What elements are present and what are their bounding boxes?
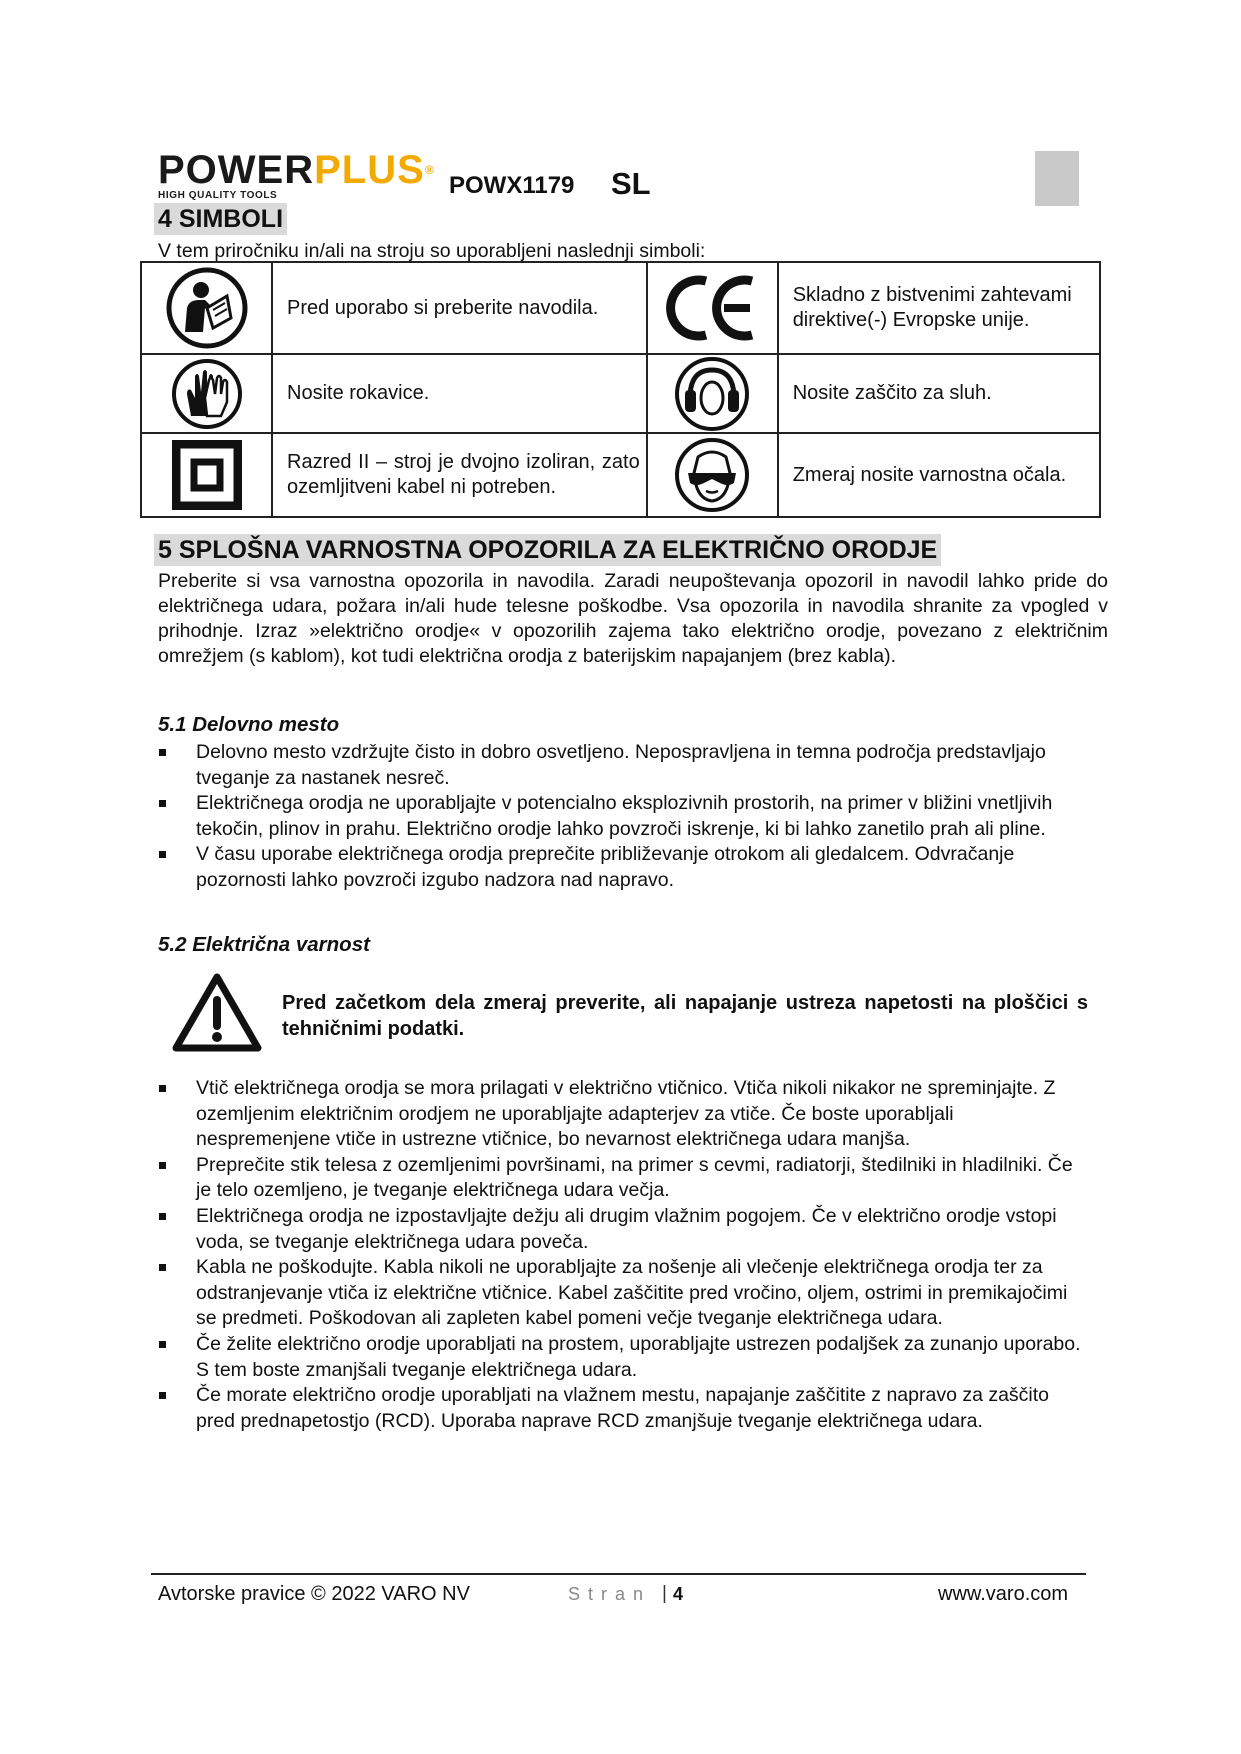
section-4-heading: 4 SIMBOLI (154, 203, 287, 235)
list-item: Vtič električnega orodja se mora prilagati v električno vtičnico. Vtiča nikoli nikakor ne spreminjajte. Z ozemljenim električnim orodjem ne uporabljajte adapterjev za vtiče. Če boste uporabljali nespremenjene vtiče in ustrezne vtičnice, bo nevarnost električnega udara manjša. (158, 1076, 1088, 1153)
subsection-5-2-heading: 5.2 Električna varnost (158, 933, 370, 956)
symbol-cell (141, 354, 272, 433)
footer-page-label: Stran (568, 1584, 652, 1604)
logo-tagline: HIGH QUALITY TOOLS (158, 190, 278, 201)
list-item: Delovno mesto vzdržujte čisto in dobro osvetljeno. Nepospravljena in temna področja predstavljajo tveganje za nastanek nesreč. (158, 740, 1088, 791)
read-manual-icon (165, 266, 249, 350)
logo-plus-text: PLUS (314, 148, 425, 192)
ce-mark-icon (666, 271, 758, 345)
list-item: Električnega orodja ne izpostavljajte dežju ali drugim vlažnim pogojem. Če v električno orodje vstopi voda, se tveganje električnega udara poveča. (158, 1204, 1088, 1255)
symbol-desc: Pred uporabo si preberite navodila. (272, 262, 647, 354)
section-5-intro: Preberite si vsa varnostna opozorila in navodila. Zaradi neupoštevanja opozoril in navodil lahko pride do električnega udara, požara in/ali hude telesne poškodbe. Vsa opozorila in navodila shranite za vpogled v prihodnje. Izraz »električno orodje« v opozorilih zajema tako električno orodje, povezano z električnim omrežjem (s kablom), kot tudi električna orodja z baterijskim napajanjem (brez kabla). (158, 570, 1108, 667)
symbol-desc: Zmeraj nosite varnostna očala. (778, 433, 1100, 517)
list-item: Če morate električno orodje uporabljati na vlažnem mestu, napajanje zaščitite z napravo za zaščito pred prednapetostjo (RCD). Uporaba naprave RCD zmanjšuje tveganje električnega udara. (158, 1383, 1088, 1434)
footer-copyright: Avtorske pravice © 2022 VARO NV (158, 1583, 470, 1605)
list-item: Kabla ne poškodujte. Kabla nikoli ne uporabljajte za nošenje ali vlečenje električnega orodja ter za odstranjevanje vtiča iz električne vtičnice. Kabel zaščitite pred vročino, oljem, ostrimi in premikajočimi se predmeti. Poškodovan ali zapleten kabel pomeni večje tveganje električnega udara. (158, 1255, 1088, 1332)
page-tab-marker (1035, 151, 1079, 206)
warning-triangle-icon (172, 972, 262, 1052)
language-code: SL (611, 166, 651, 201)
footer-website: www.varo.com (938, 1583, 1069, 1605)
symbol-cell (141, 262, 272, 354)
model-number: POWX1179 (449, 172, 575, 199)
list-item: Električnega orodja ne uporabljajte v potencialno eksplozivnih prostorih, na primer v bližini vnetljivih tekočin, plinov in prahu. Električno orodje lahko povzroči iskrenje, ki bi lahko zanetilo prah ali pline. (158, 791, 1088, 842)
safety-glasses-icon (674, 437, 750, 513)
gloves-icon (171, 358, 243, 430)
logo-registered-mark: ® (424, 163, 435, 177)
workplace-list (158, 740, 1088, 894)
symbols-intro: V tem priročniku in/ali na stroju so uporabljeni naslednji simboli: (158, 240, 706, 262)
symbol-cell (647, 354, 778, 433)
symbol-cell (647, 433, 778, 517)
logo-power-text: POWER (158, 148, 315, 192)
footer-divider (151, 1573, 1086, 1575)
voltage-warning: Pred začetkom dela zmeraj preverite, ali napajanje ustreza napetosti na ploščici s tehničnimi podatki. (282, 992, 1088, 1040)
symbols-table (140, 261, 1101, 518)
footer-page-number: 4 (673, 1584, 684, 1604)
symbol-desc: Nosite rokavice. (272, 354, 647, 433)
section-5-heading: 5 SPLOŠNA VARNOSTNA OPOZORILA ZA ELEKTRIČNO ORODJE (154, 534, 941, 566)
symbol-desc: Razred II – stroj je dvojno izoliran, zato ozemljitveni kabel ni potreben. (272, 433, 647, 517)
class-ii-icon (172, 440, 242, 510)
symbol-cell (141, 433, 272, 517)
symbol-desc: Nosite zaščito za sluh. (778, 354, 1100, 433)
ear-protection-icon (674, 356, 750, 432)
footer-separator: | (662, 1583, 667, 1604)
list-item: Če želite električno orodje uporabljati na prostem, uporabljajte ustrezen podaljšek za zunanjo uporabo. S tem boste zmanjšali tveganje električnega udara. (158, 1332, 1088, 1383)
list-item: Preprečite stik telesa z ozemljenimi površinami, na primer s cevmi, radiatorji, štedilniki in hladilniki. Če je telo ozemljeno, je tveganje električnega udara večja. (158, 1153, 1088, 1204)
subsection-5-1-heading: 5.1 Delovno mesto (158, 713, 340, 736)
list-item: V času uporabe električnega orodja preprečite približevanje otrokom ali gledalcem. Odvračanje pozornosti lahko povzroči izgubo nadzora nad napravo. (158, 842, 1088, 893)
symbol-desc: Skladno z bistvenimi zahtevami direktive(-) Evropske unije. (778, 262, 1100, 354)
electrical-safety-list (158, 1076, 1088, 1434)
symbol-cell (647, 262, 778, 354)
powerplus-logo (158, 150, 438, 200)
